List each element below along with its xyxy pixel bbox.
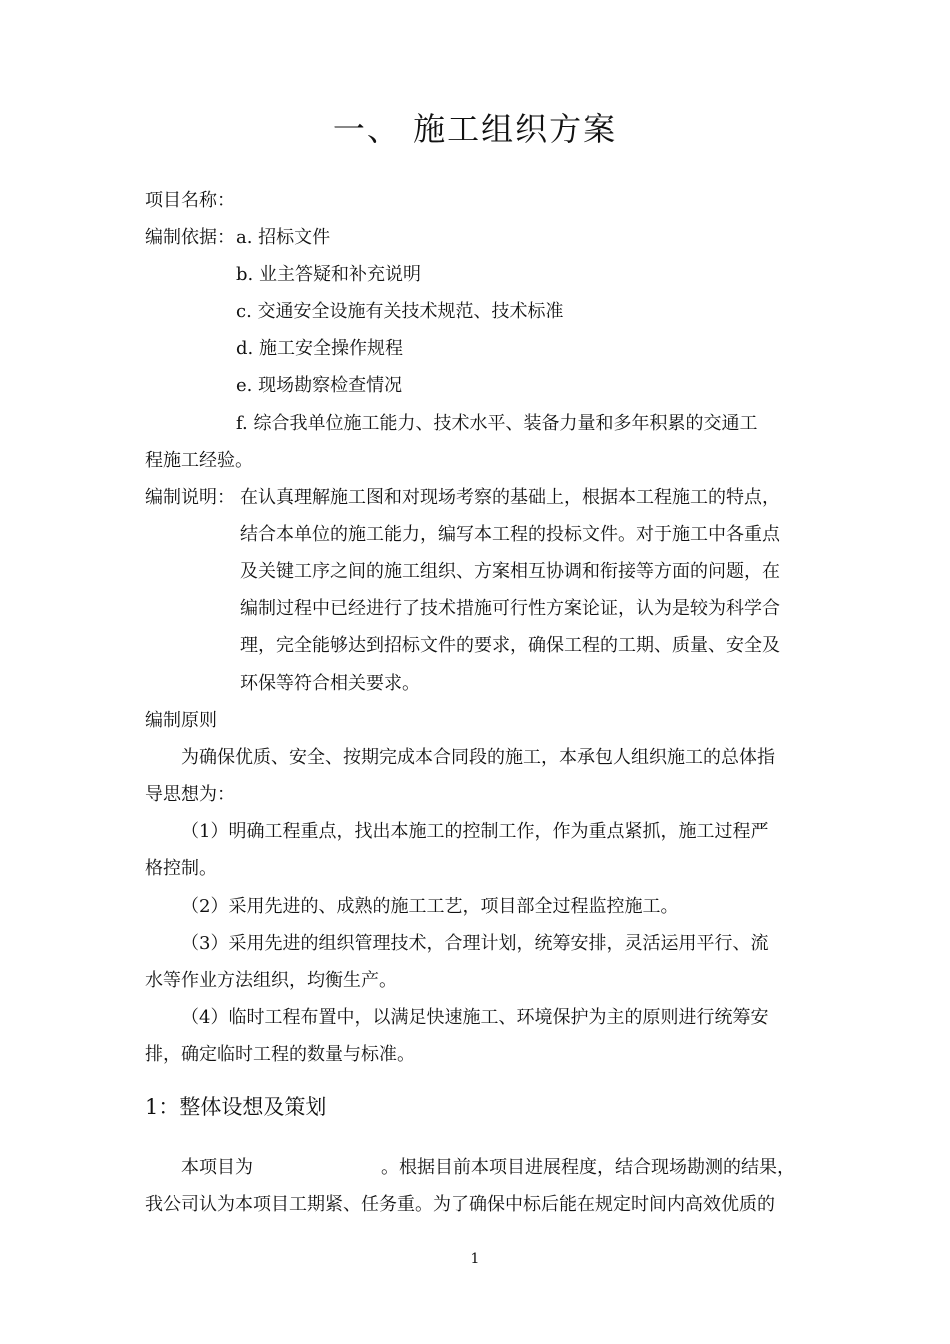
section-heading: 1：整体设想及策划 (145, 1095, 327, 1119)
principles-item-continued: 水等作业方法组织，均衡生产。 (145, 970, 397, 991)
basis-label: 编制依据： (145, 227, 235, 248)
principles-item: （3）采用先进的组织管理技术，合理计划，统筹安排，灵活运用平行、流 (181, 933, 769, 954)
section-text: 本项目为 (181, 1157, 253, 1178)
page-number: 1 (470, 1251, 480, 1267)
explanation-line: 及关键工序之间的施工组织、方案相互协调和衔接等方面的问题，在 (240, 561, 780, 582)
principles-item-continued: 格控制。 (145, 858, 217, 879)
principles-label: 编制原则 (145, 710, 217, 731)
basis-item: a. 招标文件 (236, 227, 331, 248)
section-text: 我公司认为本项目工期紧、任务重。为了确保中标后能在规定时间内高效优质的 (145, 1194, 775, 1215)
principles-item: （2）采用先进的、成熟的施工工艺，项目部全过程监控施工。 (181, 896, 679, 917)
basis-item-continued: 程施工经验。 (145, 450, 253, 471)
basis-item: e. 现场勘察检查情况 (236, 375, 403, 396)
principles-item-continued: 排，确定临时工程的数量与标准。 (145, 1044, 415, 1065)
explanation-line: 编制过程中已经进行了技术措施可行性方案论证，认为是较为科学合 (240, 598, 780, 619)
project-name-label: 项目名称： (145, 190, 235, 211)
basis-item: f. 综合我单位施工能力、技术水平、装备力量和多年积累的交通工 (236, 413, 758, 434)
section-text: 。根据目前本项目进展程度，结合现场勘测的结果， (381, 1157, 795, 1178)
explanation-label: 编制说明： (145, 487, 235, 508)
explanation-line: 理，完全能够达到招标文件的要求，确保工程的工期、质量、安全及 (240, 635, 780, 656)
explanation-line: 结合本单位的施工能力，编写本工程的投标文件。对于施工中各重点 (240, 524, 780, 545)
principles-item: （1）明确工程重点，找出本施工的控制工作，作为重点紧抓，施工过程严 (181, 821, 769, 842)
principles-line: 导思想为： (145, 784, 235, 805)
explanation-line: 环保等符合相关要求。 (240, 673, 420, 694)
basis-item: b. 业主答疑和补充说明 (236, 264, 421, 285)
basis-item: d. 施工安全操作规程 (236, 338, 403, 359)
principles-line: 为确保优质、安全、按期完成本合同段的施工，本承包人组织施工的总体指 (181, 747, 775, 768)
principles-item: （4）临时工程布置中，以满足快速施工、环境保护为主的原则进行统筹安 (181, 1007, 769, 1028)
explanation-line: 在认真理解施工图和对现场考察的基础上，根据本工程施工的特点， (240, 487, 780, 508)
document-title: 一、 施工组织方案 (332, 110, 618, 148)
basis-item: c. 交通安全设施有关技术规范、技术标准 (236, 301, 564, 322)
